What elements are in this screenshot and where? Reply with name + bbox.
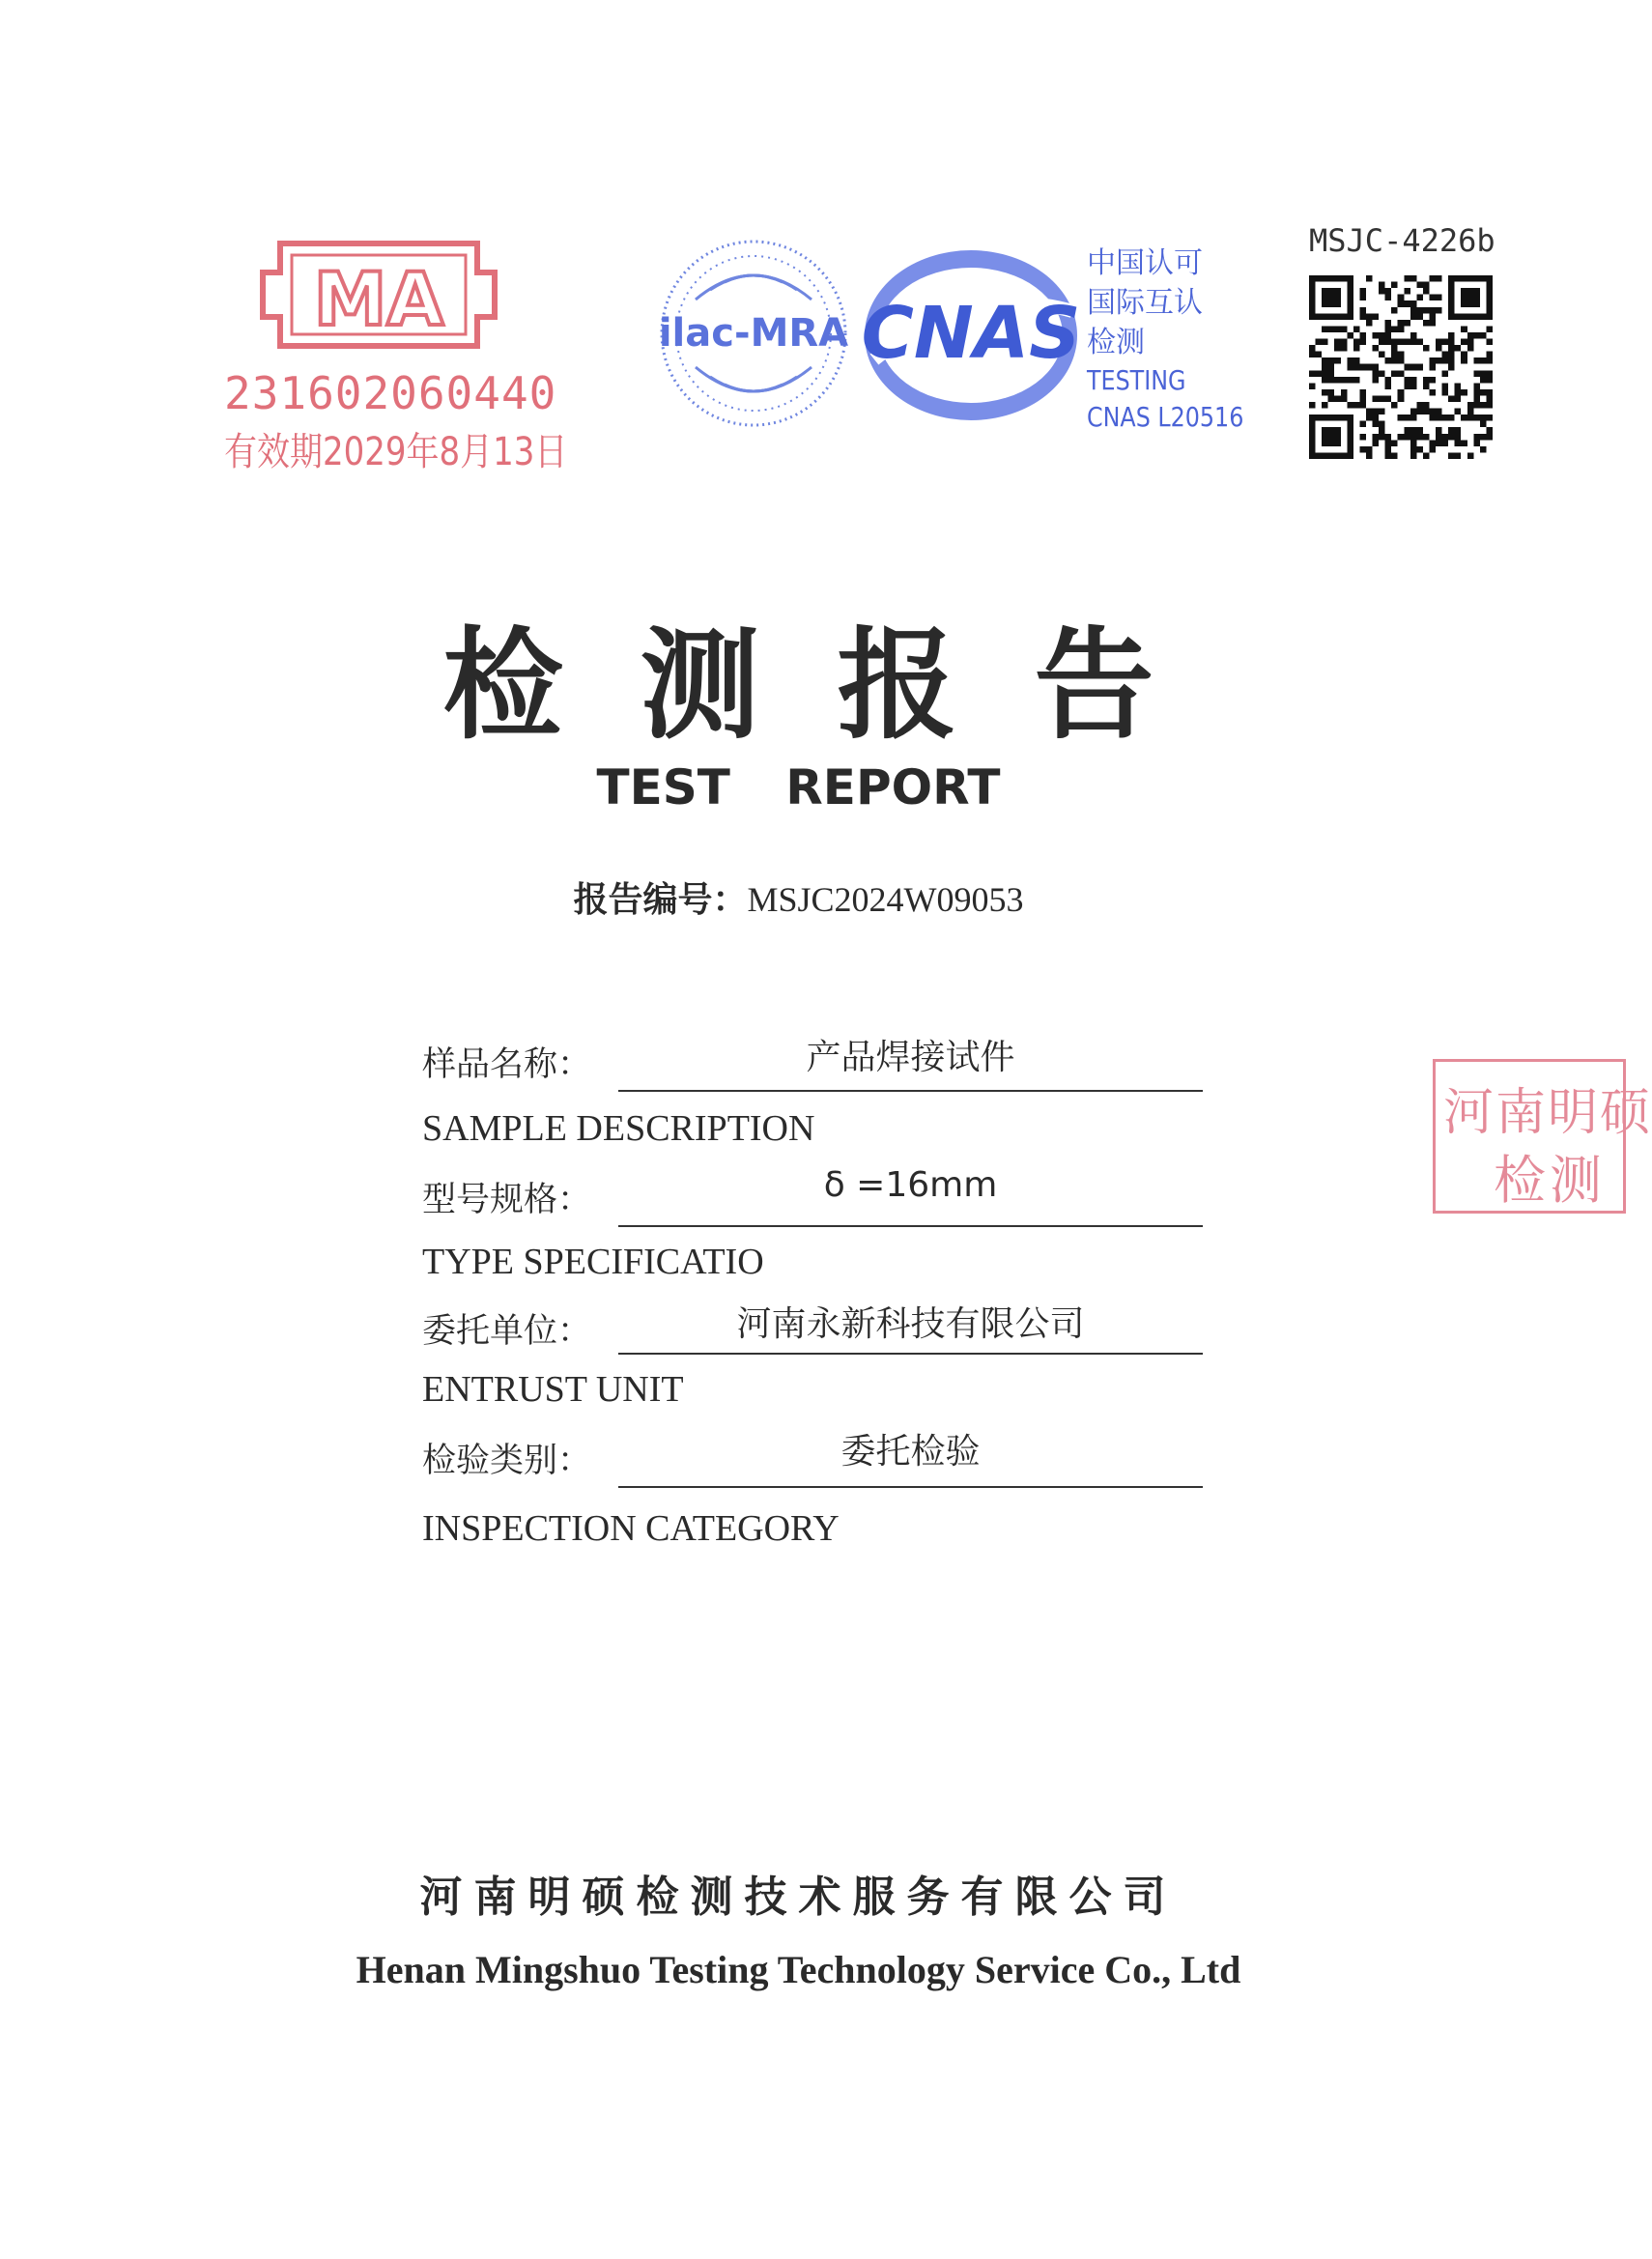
cnas-caption — [1087, 243, 1244, 436]
cnas-en-line-2: CNAS L20516 — [1087, 401, 1244, 433]
report-title-en: TEST REPORT — [596, 759, 1001, 815]
field-label-entrust-unit-cn: 委托单位： — [422, 1312, 592, 1351]
field-value-sample-name: 产品焊接试件 — [806, 1038, 1015, 1077]
cma-number: 231602060440 — [224, 367, 557, 419]
field-value-entrust-unit: 河南永新科技有限公司 — [736, 1304, 1085, 1344]
ilac-mark: ilac-MRA — [658, 311, 849, 356]
cnas-line-2: 国际互认 — [1087, 286, 1203, 320]
field-label-entrust-unit: ENTRUST UNIT — [422, 1369, 684, 1410]
field-underline — [618, 1090, 1203, 1092]
field-label-sample-name: 样品名称： — [422, 1045, 592, 1084]
document-code: MSJC-4226b — [1309, 222, 1495, 259]
report-number-value: MSJC2024W09053 — [747, 880, 1024, 919]
report-title-cn: 检测报告 — [442, 615, 1232, 756]
report-number-label: 报告编号： — [573, 880, 748, 920]
field-underline — [618, 1486, 1203, 1488]
company-name-en: Henan Mingshuo Testing Technology Service Co., Ltd — [356, 1948, 1241, 1991]
field-underline — [618, 1225, 1203, 1227]
cnas-mark: CNAS — [861, 292, 1081, 375]
field-value-type-spec: δ =16mm — [823, 1165, 998, 1205]
company-seal-line-1: 河南明硕 — [1443, 1084, 1652, 1142]
cnas-line-1: 中国认可 — [1087, 246, 1203, 280]
qr-code-icon — [1309, 275, 1493, 459]
field-label-sample-description: SAMPLE DESCRIPTION — [422, 1108, 815, 1149]
field-label-type-specificatio: TYPE SPECIFICATIO — [422, 1242, 764, 1282]
company-seal-line-2: 检测 — [1494, 1150, 1606, 1211]
cma-seal — [214, 232, 568, 483]
ilac-globe-icon — [657, 232, 850, 435]
cnas-logo — [855, 243, 1087, 427]
field-label-inspection-category: INSPECTION CATEGORY — [422, 1508, 840, 1549]
ilac-mra-logo — [657, 232, 850, 435]
cma-validity: 有效期2029年8月13日 — [224, 430, 568, 474]
field-value-inspection-category: 委托检验 — [840, 1432, 981, 1472]
cnas-swoosh-icon — [855, 243, 1087, 427]
cnas-line-3: 检测 — [1087, 326, 1145, 359]
cma-mark: MA — [313, 256, 444, 342]
company-name-cn: 河南明硕检测技术服务有限公司 — [419, 1873, 1178, 1922]
cma-seal-icon — [253, 232, 504, 357]
field-label-inspection-category-cn: 检验类别： — [422, 1442, 592, 1480]
cnas-en-line-1: TESTING — [1087, 364, 1186, 396]
report-number — [0, 872, 1597, 922]
company-seal — [1433, 1059, 1652, 1214]
field-underline — [618, 1353, 1203, 1355]
field-label-type-spec: 型号规格： — [422, 1181, 592, 1219]
